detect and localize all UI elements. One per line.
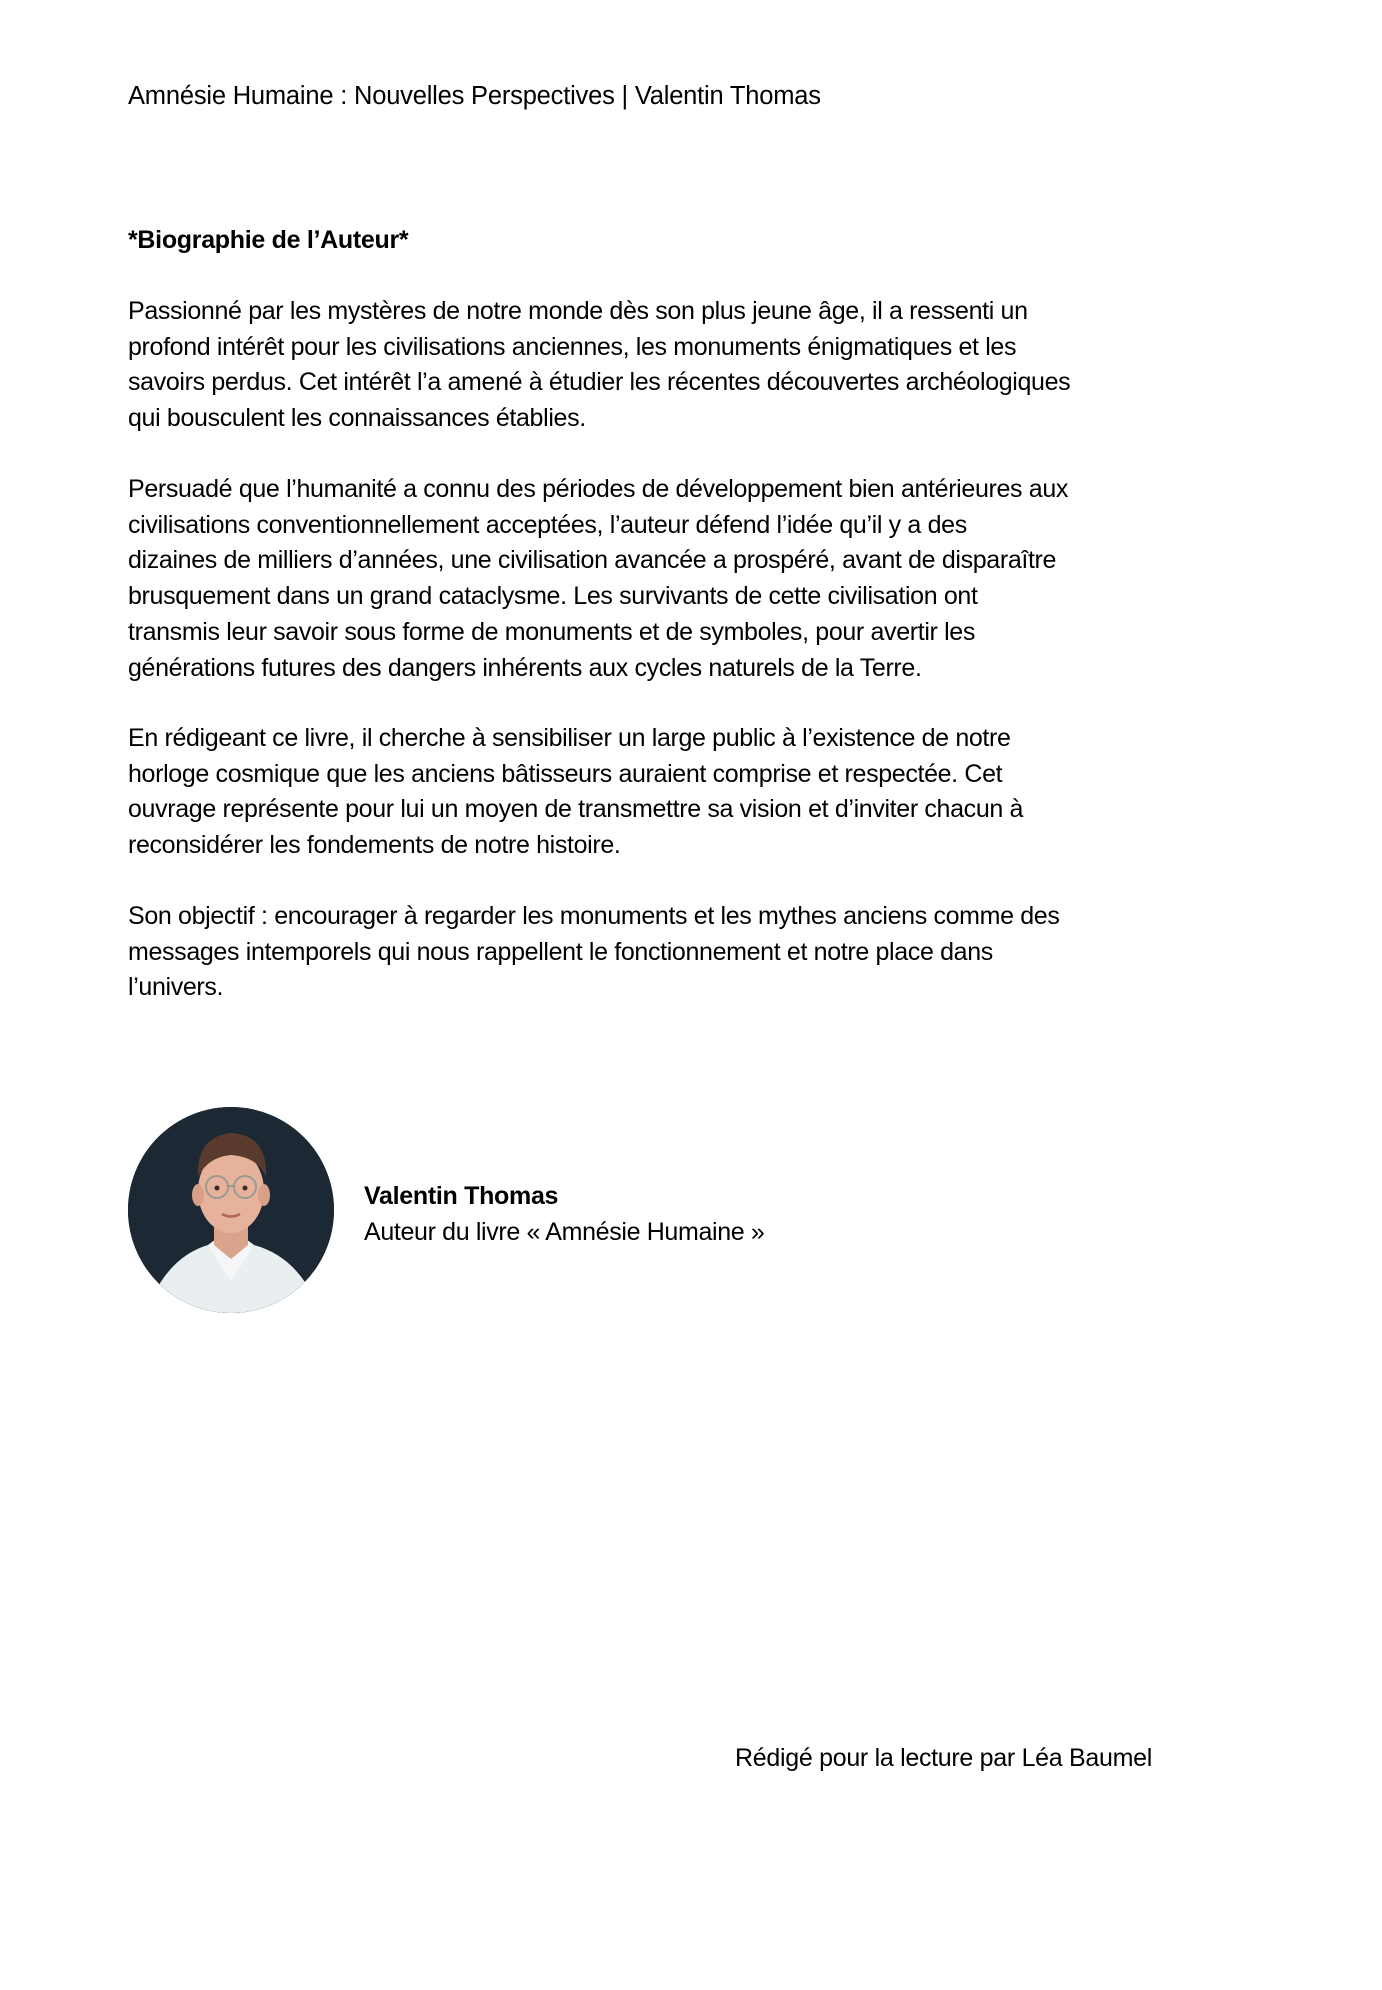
author-portrait-icon	[128, 1107, 334, 1313]
paragraph-line: messages intemporels qui nous rappellent le fonctionnement et notre place dans	[128, 937, 993, 966]
paragraph-4	[128, 899, 1060, 1006]
section-heading: *Biographie de l’Auteur*	[128, 226, 409, 254]
paragraph-line: générations futures des dangers inhérents aux cycles naturels de la Terre.	[128, 653, 922, 682]
paragraph-3	[128, 721, 1023, 864]
paragraph-line: savoirs perdus. Cet intérêt l’a amené à étudier les récentes découvertes archéologiques	[128, 368, 1071, 397]
paragraph-line: Persuadé que l’humanité a connu des périodes de développement bien antérieures aux	[128, 475, 1069, 503]
paragraph-line: qui bousculent les connaissances établies.	[128, 404, 586, 433]
paragraph-line: reconsidérer les fondements de notre histoire.	[128, 831, 621, 860]
paragraph-1	[128, 294, 1070, 437]
paragraph-line: En rédigeant ce livre, il cherche à sensibiliser un large public à l’existence de notre	[128, 724, 1011, 752]
paragraph-line: Son objectif : encourager à regarder les monuments et les mythes anciens comme des	[128, 902, 1060, 930]
author-role: Auteur du livre « Amnésie Humaine »	[364, 1218, 765, 1246]
paragraph-line: l’univers.	[128, 973, 224, 1002]
paragraph-line: ouvrage représente pour lui un moyen de transmettre sa vision et d’inviter chacun à	[128, 795, 1024, 824]
paragraph-line: dizaines de milliers d’années, une civilisation avancée a prospéré, avant de disparaître	[128, 546, 1057, 575]
paragraph-line: Passionné par les mystères de notre monde dès son plus jeune âge, il a ressenti un	[128, 297, 1028, 325]
paragraph-2	[128, 472, 1068, 686]
paragraph-line: horloge cosmique que les anciens bâtisseurs auraient comprise et respectée. Cet	[128, 759, 1003, 788]
paragraph-line: brusquement dans un grand cataclysme. Les survivants de cette civilisation ont	[128, 582, 978, 611]
author-photo	[128, 1107, 334, 1313]
paragraph-line: transmis leur savoir sous forme de monuments et de symboles, pour avertir les	[128, 617, 976, 646]
paragraph-line: profond intérêt pour les civilisations anciennes, les monuments énigmatiques et les	[128, 332, 1017, 361]
paragraph-line: civilisations conventionnellement acceptées, l’auteur défend l’idée qu’il y a des	[128, 510, 967, 539]
document-header: Amnésie Humaine : Nouvelles Perspectives | Valentin Thomas	[128, 82, 821, 110]
footer-credit: Rédigé pour la lecture par Léa Baumel	[735, 1744, 1152, 1772]
author-name: Valentin Thomas	[364, 1182, 559, 1210]
